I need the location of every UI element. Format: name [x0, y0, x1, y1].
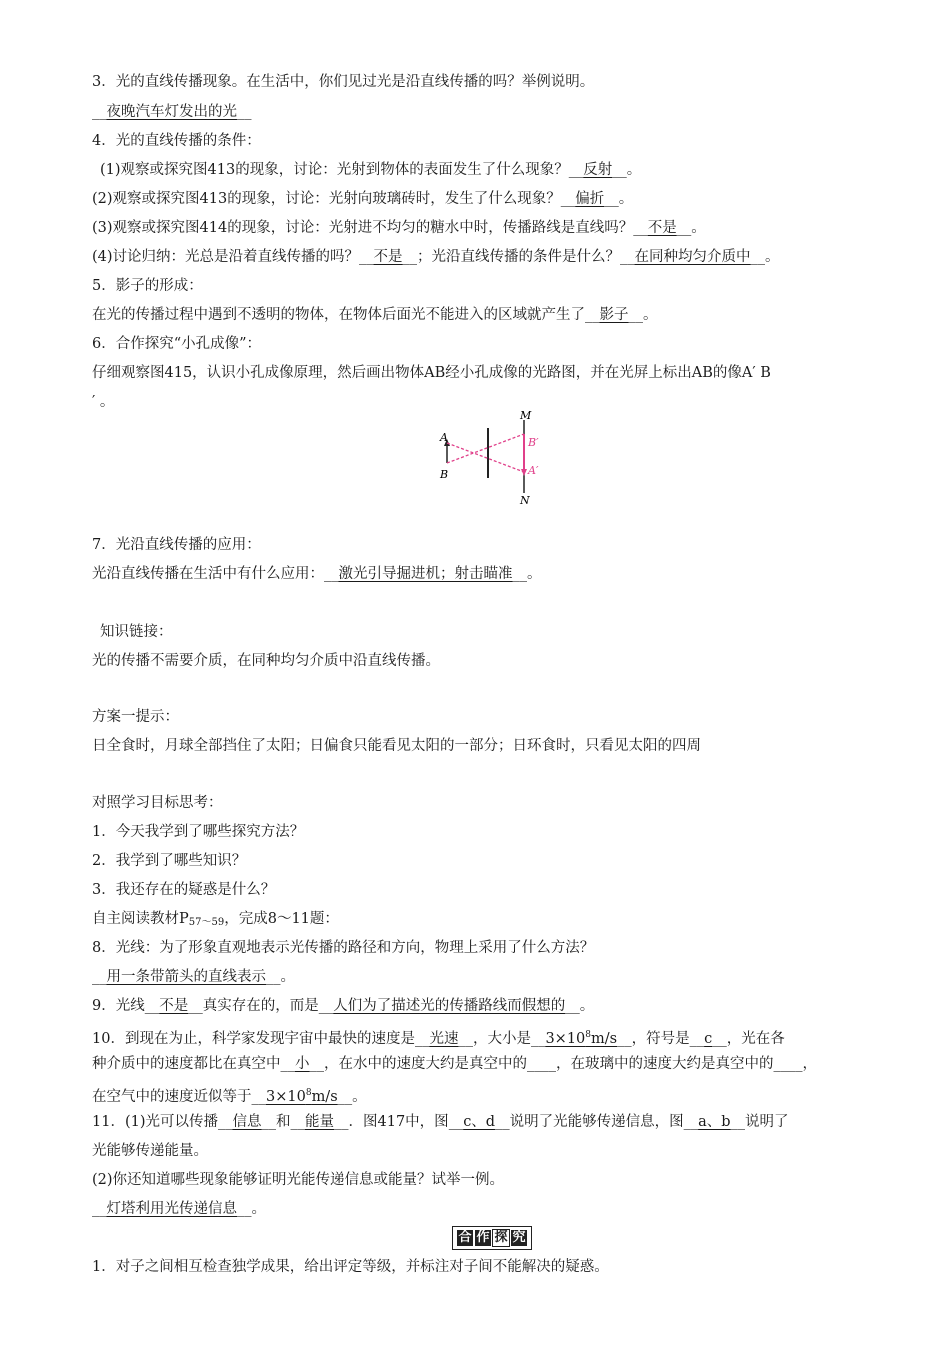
q8-question: 8．光线：为了形象直观地表示光传播的路径和方向，物理上采用了什么方法？ [92, 940, 595, 956]
q10-p4: ，光在各 [726, 1031, 785, 1047]
q7-title: 7．光沿直线传播的应用： [92, 537, 261, 553]
reflect-item-3: 3．我还存在的疑惑是什么？ [92, 882, 276, 898]
coop-item-1: 1．对子之间相互检查独学成果，给出评定等级，并标注对子间不能解决的疑惑。 [92, 1259, 609, 1275]
q10-air-speed-base: 3×10 [266, 1089, 306, 1105]
q9-mid: 真实存在的，而是 [202, 998, 319, 1014]
link-text: 光的传播不需要介质，在同种均匀介质中沿直线传播。 [92, 653, 440, 669]
label-n: N [520, 494, 530, 507]
q10-answer-small: 小 [295, 1056, 310, 1072]
hint-title: 方案一提示： [92, 709, 179, 725]
q10-p3: ，符号是 [631, 1031, 690, 1047]
q6-text2: ′ 。 [92, 394, 115, 410]
reflect-item-2: 2．我学到了哪些知识？ [92, 853, 247, 869]
reflect-item-1: 1．今天我学到了哪些探究方法？ [92, 824, 305, 840]
label-b-image: B′ [528, 436, 539, 449]
q4-sub1-text: (1)观察或探究图413的现象，讨论：光射到物体的表面发生了什么现象？ [100, 162, 569, 178]
label-b: B [440, 468, 449, 481]
q11-answer3: c、d [463, 1114, 496, 1130]
q11-p1: 11．(1)光可以传播 [92, 1114, 218, 1130]
q7-text: 光沿直线传播在生活中有什么应用：__激光引导掘进机；射击瞄准__。 [92, 566, 542, 582]
q4-sub3: (3)观察或探究图414的现象，讨论：光射进不均匀的糖水中时，传播路线是直线吗？__不是__。 [92, 220, 706, 236]
reading-post: ，完成8～11题： [224, 911, 339, 927]
q5-text-body: 在光的传播过程中遇到不透明的物体，在物体后面光不能进入的区域就产生了 [92, 307, 585, 323]
q11-sub2-answer-text: 灯塔利用光传递信息 [106, 1201, 237, 1217]
q11-sub2: (2)你还知道哪些现象能够证明光能传递信息或能量？试举一例。 [92, 1172, 505, 1188]
q4-sub1-answer: 反射 [583, 162, 613, 178]
q4-sub4-answer2: 在同种均匀介质中 [634, 249, 751, 265]
q11-answer1: 信息 [232, 1114, 262, 1130]
q11-p5: 光能够传递能量。 [92, 1143, 208, 1159]
hint-text: 日全食时，月球全部挡住了太阳；日偏食只能看见太阳的一部分；日环食时，只看见太阳的四周 [92, 738, 701, 754]
q11-p3: 说明了光能够传递信息，图 [509, 1114, 684, 1130]
q11-sub2-answer: __灯塔利用光传递信息__。 [92, 1201, 266, 1217]
q3-question: 3．光的直线传播现象。在生活中，你们见过光是沿直线传播的吗？举例说明。 [92, 74, 595, 90]
q7-answer: 激光引导掘进机；射击瞄准 [338, 566, 513, 582]
q4-title: 4．光的直线传播的条件： [92, 133, 261, 149]
q10-answer-name: 光速 [429, 1031, 459, 1047]
reading-pages: 57～59 [188, 917, 225, 928]
reading-instruction [92, 909, 339, 933]
q5-text: 在光的传播过程中遇到不透明的物体，在物体后面光不能进入的区域就产生了__影子__。 [92, 307, 658, 323]
q4-sub3-answer: 不是 [647, 220, 677, 236]
label-m: M [520, 409, 532, 422]
q5-answer: 影子 [599, 307, 629, 323]
q3-answer-text: 夜晚汽车灯发出的光 [106, 104, 237, 120]
q10-p7: 在空气中的速度近似等于 [92, 1089, 252, 1105]
label-a: A [440, 431, 448, 444]
q4-sub1: (1)观察或探究图413的现象，讨论：光射到物体的表面发生了什么现象？__反射__。 [100, 162, 642, 178]
q11-answer2: 能量 [305, 1114, 334, 1130]
ray-b [447, 434, 524, 463]
q8-answer: __用一条带箭头的直线表示__。 [92, 969, 295, 985]
q10-answer-air-speed [266, 1089, 338, 1105]
reflect-title: 对照学习目标思考： [92, 795, 223, 811]
q11-answer4: a、b [698, 1114, 731, 1130]
q11-p2: ．图417中，图 [348, 1114, 449, 1130]
q6-title: 6．合作探究“小孔成像”： [92, 336, 262, 352]
q9-answer1: 不是 [159, 998, 189, 1014]
section-char-4: 究 [512, 1230, 526, 1245]
q9: 9．光线__不是__真实存在的，而是__人们为了描述光的传播路线而假想的__。 [92, 998, 595, 1014]
q4-sub2-text: (2)观察或探究图413的现象，讨论：光射向玻璃砖时，发生了什么现象？ [92, 191, 561, 207]
section-char-3: 探 [494, 1230, 508, 1245]
q9-answer2: 人们为了描述光的传播路线而假想的 [333, 998, 566, 1014]
pinhole-diagram [432, 408, 552, 508]
q10-p6: ，在水中的速度大约是真空中的____，在玻璃中的速度大约是真空中的____， [324, 1056, 817, 1072]
q8-answer-text: 用一条带箭头的直线表示 [106, 969, 266, 985]
q11-p4: 说明了 [745, 1114, 789, 1130]
q10-line2: 种介质中的速度都比在真空中__小__，在水中的速度大约是真空中的____，在玻璃中的速度大约是真空中的____， [92, 1056, 817, 1072]
q10-line1: 10．到现在为止，科学家发现宇宙中最快的速度是__光速__，大小是$\_\_3\times 10^8m/s\_\_$，符号是__c__，光在各 [92, 1030, 785, 1047]
section-char-2: 作 [476, 1230, 490, 1245]
image-arrow-head [521, 469, 527, 476]
q10-speed-unit: m/s [591, 1031, 618, 1047]
q10-line3: 在空气中的速度近似等于$\_\_3\times 10^8m/s\_\_$。 [92, 1088, 367, 1105]
section-char-1: 合 [458, 1230, 472, 1245]
section-badge-cooperative-inquiry [452, 1226, 532, 1250]
q10-answer-symbol: c [704, 1031, 713, 1047]
q10-speed-base: 3×10 [545, 1031, 586, 1047]
q10-p1: 10．到现在为止，科学家发现宇宙中最快的速度是 [92, 1031, 415, 1047]
q4-sub4-mid: ；光沿直线传播的条件是什么？ [417, 249, 621, 265]
q4-sub2: (2)观察或探究图413的现象，讨论：光射向玻璃砖时，发生了什么现象？__偏折__。 [92, 191, 634, 207]
reading-pre: 自主阅读教材P [92, 911, 189, 927]
q9-pre: 9．光线 [92, 998, 145, 1014]
q10-speed-exp: 8 [585, 1030, 592, 1040]
q4-sub4-text: (4)讨论归纳：光总是沿着直线传播的吗？ [92, 249, 360, 265]
label-a-image: A′ [528, 464, 539, 477]
q11-line1: 11．(1)光可以传播__信息__和__能量__．图417中，图__c、d__说明了光能够传递信息，图__a、b__说明了 [92, 1114, 789, 1130]
q10-air-speed-unit: m/s [311, 1089, 338, 1105]
q11-and: 和 [276, 1114, 291, 1130]
link-title: 知识链接： [100, 624, 173, 640]
q10-air-speed-exp: 8 [305, 1088, 312, 1098]
q6-text1: 仔细观察图415，认识小孔成像原理，然后画出物体AB经小孔成像的光路图，并在光屏上标出AB的像A′ B [92, 365, 771, 381]
q4-sub4: (4)讨论归纳：光总是沿着直线传播的吗？__不是__；光沿直线传播的条件是什么？__在同种均匀介质中__。 [92, 249, 780, 265]
ray-a [447, 443, 524, 472]
q4-sub2-answer: 偏折 [575, 191, 605, 207]
q7-text-body: 光沿直线传播在生活中有什么应用： [92, 566, 324, 582]
q10-answer-speed [545, 1031, 617, 1047]
q3-answer: __夜晚汽车灯发出的光__ [92, 104, 252, 120]
q10-p5: 种介质中的速度都比在真空中 [92, 1056, 281, 1072]
q10-p2: ，大小是 [472, 1031, 531, 1047]
q5-title: 5．影子的形成： [92, 278, 203, 294]
q4-sub4-answer1: 不是 [373, 249, 403, 265]
q4-sub3-text: (3)观察或探究图414的现象，讨论：光射进不均匀的糖水中时，传播路线是直线吗？ [92, 220, 634, 236]
